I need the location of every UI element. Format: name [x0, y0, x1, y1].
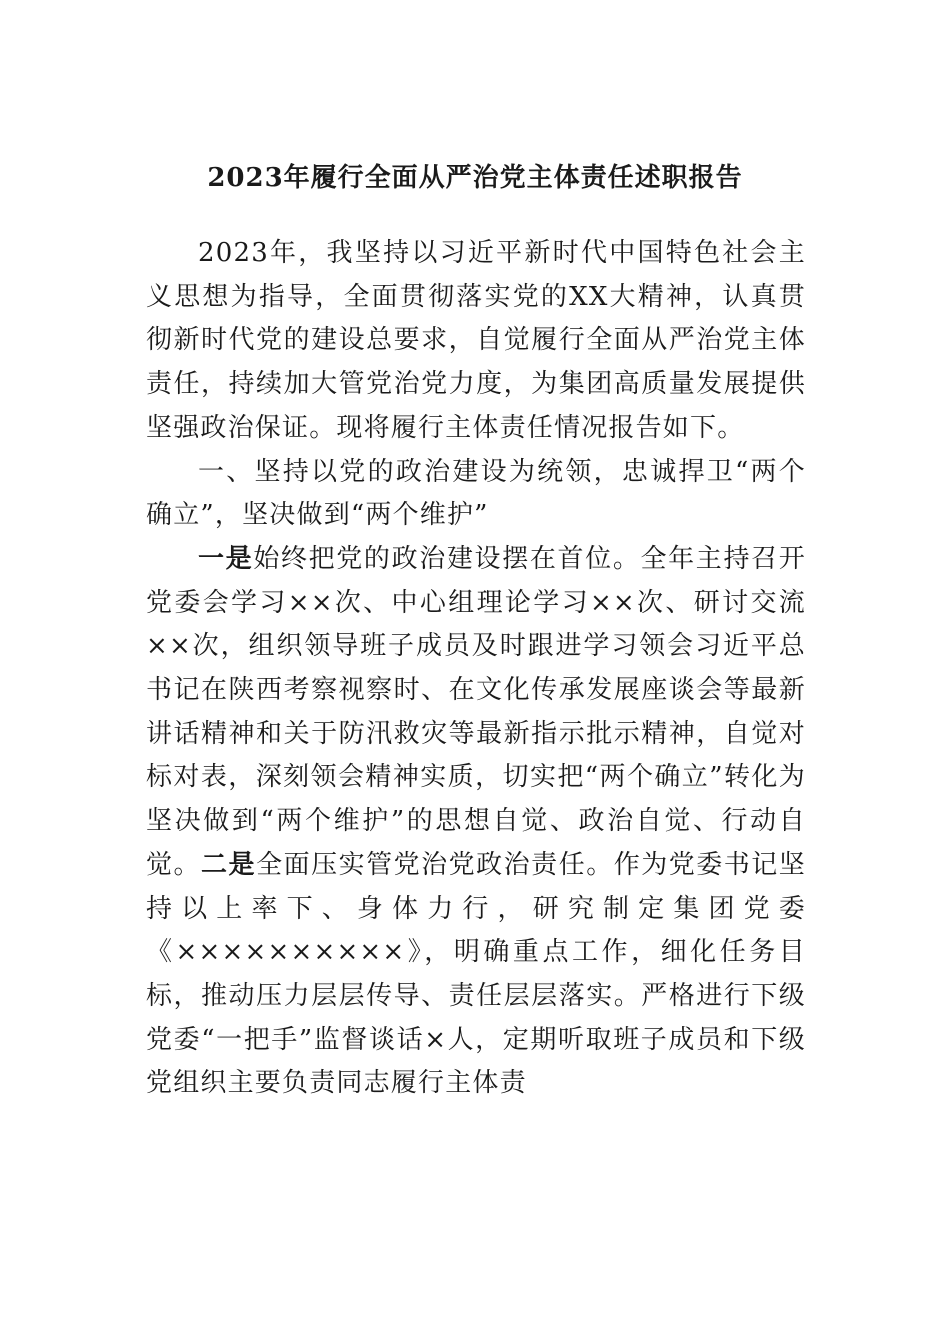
- document-body: [146, 232, 806, 1106]
- point1-text: 始终把党的政治建设摆在首位。全年主持召开党委会学习××次、中心组理论学习××次、研讨交流××次，组织领导班子成员及时跟进学习领会习近平总书记在陕西考察视察时、在文化传承发展座谈会等最新讲话精神和关于防汛救灾等最新指示批示精神，自觉对标对表，深刻领会精神实质，切实把“两个确立”转化为坚决做到“两个维护”的思想自觉、政治自觉、行动自觉。: [146, 543, 806, 880]
- section-heading: 一、坚持以党的政治建设为统领，忠诚捍卫“两个确立”，坚决做到“两个维护”: [146, 456, 806, 531]
- point2-label: 二是: [201, 849, 257, 880]
- point1-label: 一是: [198, 543, 254, 574]
- point-paragraph: [146, 538, 806, 1106]
- point2-text: 全面压实管党治党政治责任。作为党委书记坚持以上率下、身体力行，研究制定集团党委《××××××××××》，明确重点工作，细化任务目标，推动压力层层传导、责任层层落实。严格进行下级党委“一把手”监督谈话×人，定期听取班子成员和下级党组织主要负责同志履行主体责: [146, 849, 806, 1099]
- intro-paragraph: 2023年，我坚持以习近平新时代中国特色社会主义思想为指导，全面贯彻落实党的XX大精神，认真贯彻新时代党的建设总要求，自觉履行全面从严治党主体责任，持续加大管党治党力度，为集团高质量发展提供坚强政治保证。现将履行主体责任情况报告如下。: [146, 238, 806, 443]
- document-title: 2023年履行全面从严治党主体责任述职报告: [207, 163, 743, 193]
